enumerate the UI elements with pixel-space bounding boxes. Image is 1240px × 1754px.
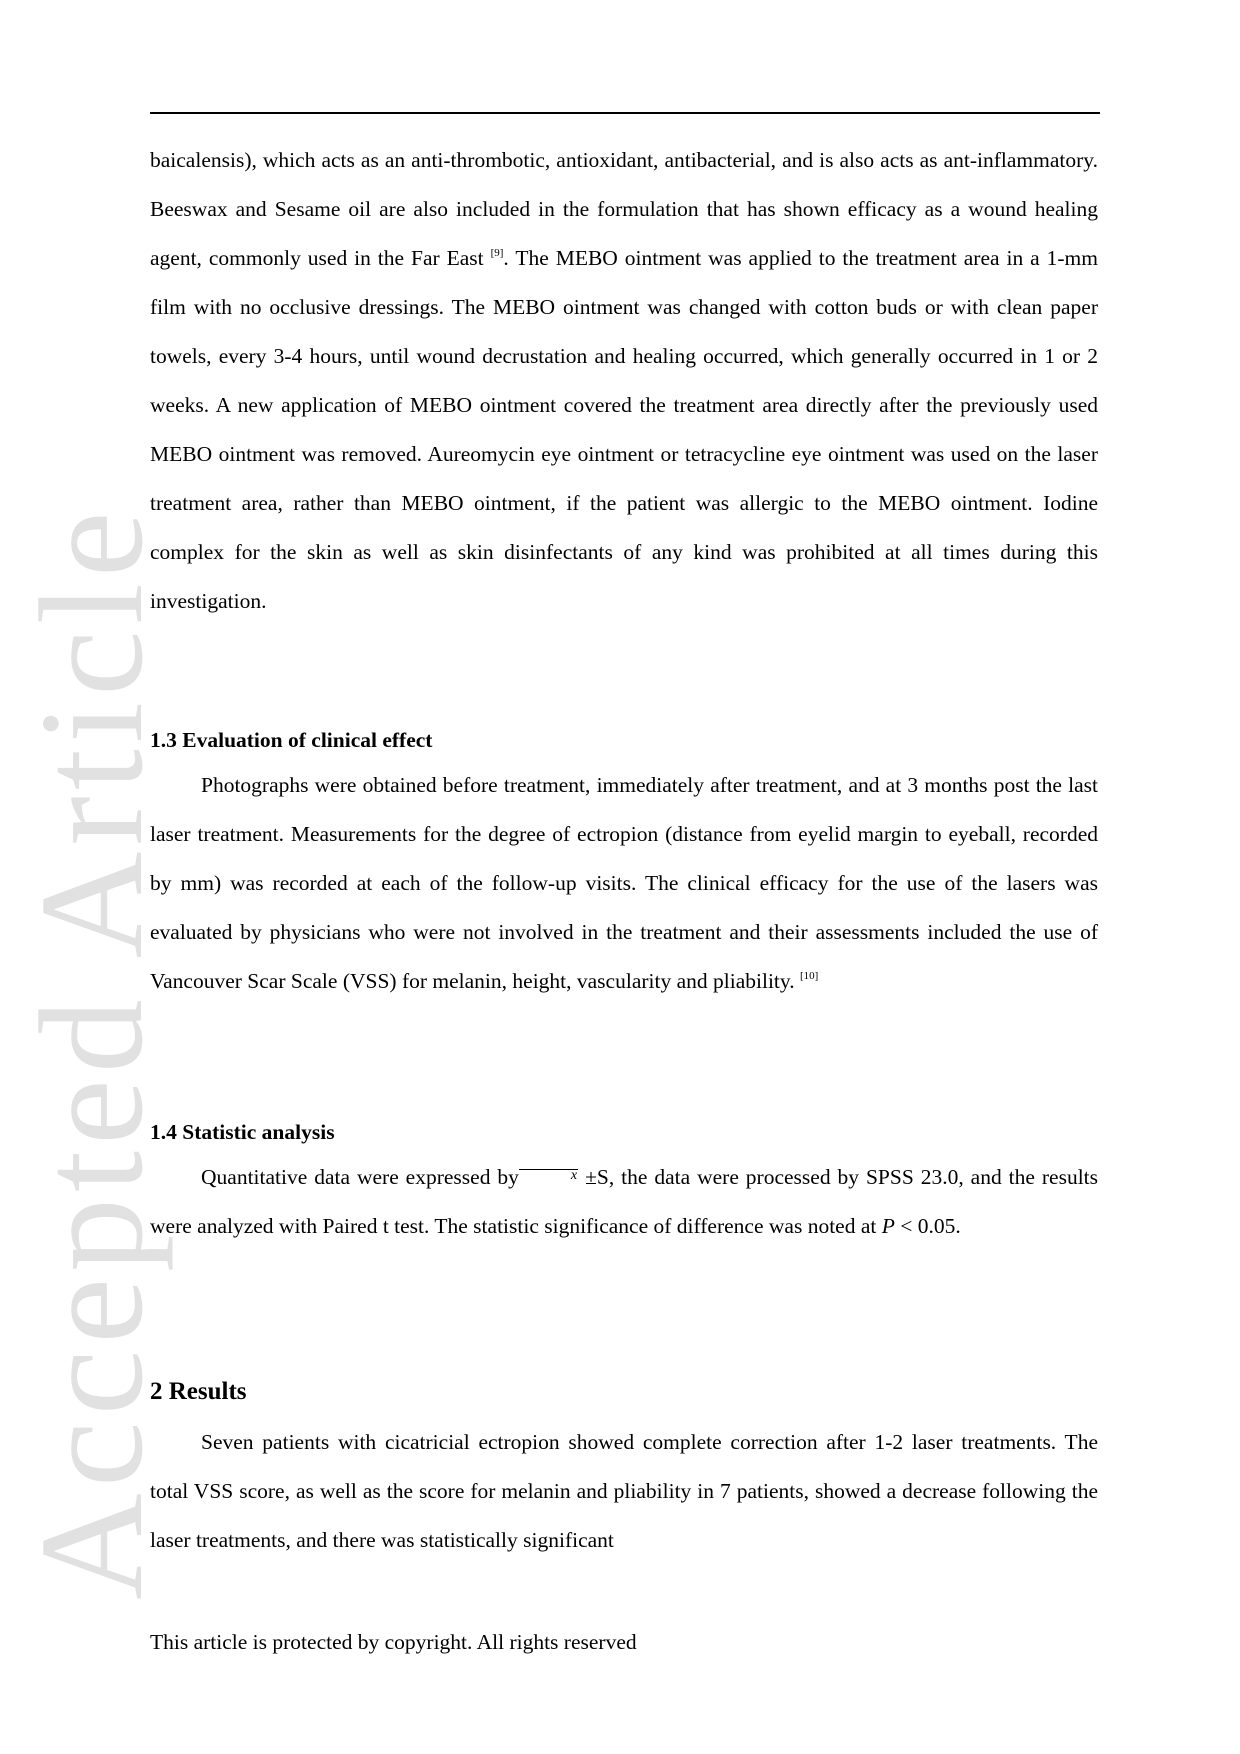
section-heading: 2 Results: [150, 1378, 247, 1405]
section-1-3: [150, 726, 1098, 1006]
text-run: baicalensis), which acts as an anti-thrombotic, antioxidant, antibacterial, and is also acts as ant-inflammatory. Beeswax and Sesame oil are also included in the formulation that has shown efficacy as a wound healing agent, commonly used in the Far East: [150, 148, 1098, 270]
p-symbol: P: [881, 1214, 895, 1238]
paragraph-mebo: [150, 136, 1098, 626]
section-heading: 1.3 Evaluation of clinical effect: [150, 728, 433, 752]
paragraph-text: [150, 1153, 1098, 1251]
text-run: < 0.05.: [894, 1214, 961, 1238]
mean-symbol: x: [519, 1169, 578, 1182]
text-run: Quantitative data were expressed by: [201, 1165, 519, 1189]
accepted-article-watermark: Accepted Article: [10, 505, 174, 1600]
section-2-results: [150, 1376, 1098, 1565]
citation-9: [9]: [490, 247, 504, 259]
section-heading: 1.4 Statistic analysis: [150, 1120, 335, 1144]
header-rule: [150, 112, 1100, 114]
citation-10: [10]: [800, 970, 819, 982]
text-run: Seven patients with cicatricial ectropion showed complete correction after 1-2 laser treatments. The total VSS score, as well as the score for melanin and pliability in 7 patients, showed a decrease following the laser treatments, and there was statistically significant: [150, 1430, 1098, 1552]
section-1-4: [150, 1118, 1098, 1251]
copyright-footer: This article is protected by copyright. All rights reserved: [150, 1630, 637, 1654]
text-run: Photographs were obtained before treatment, immediately after treatment, and at 3 months post the last laser treatment. Measurements for the degree of ectropion (distance from eyelid margin to eyeball, recorded by mm) was recorded at each of the follow-up visits. The clinical efficacy for the use of the lasers was evaluated by physicians who were not involved in the treatment and their assessments included the use of Vancouver Scar Scale (VSS) for melanin, height, vascularity and pliability.: [150, 773, 1098, 993]
paragraph-text: [150, 136, 1098, 626]
text-run: . The MEBO ointment was applied to the treatment area in a 1-mm film with no occlusive dressings. The MEBO ointment was changed with cotton buds or with clean paper towels, every 3-4 hours, until wound decrustation and healing occurred, which generally occurred in 1 or 2 weeks. A new application of MEBO ointment covered the treatment area directly after the previously used MEBO ointment was removed. Aureomycin eye ointment or tetracycline eye ointment was used on the laser treatment area, rather than MEBO ointment, if the patient was allergic to the MEBO ointment. Iodine complex for the skin as well as skin disinfectants of any kind was prohibited at all times during this investigation.: [150, 246, 1098, 613]
paragraph-text: [150, 1418, 1098, 1565]
paragraph-text: [150, 761, 1098, 1006]
text-run: ±S, the data were processed by SPSS 23.0, and the results were analyzed with Paired t test. The statistic significance of difference was noted at: [150, 1165, 1099, 1238]
